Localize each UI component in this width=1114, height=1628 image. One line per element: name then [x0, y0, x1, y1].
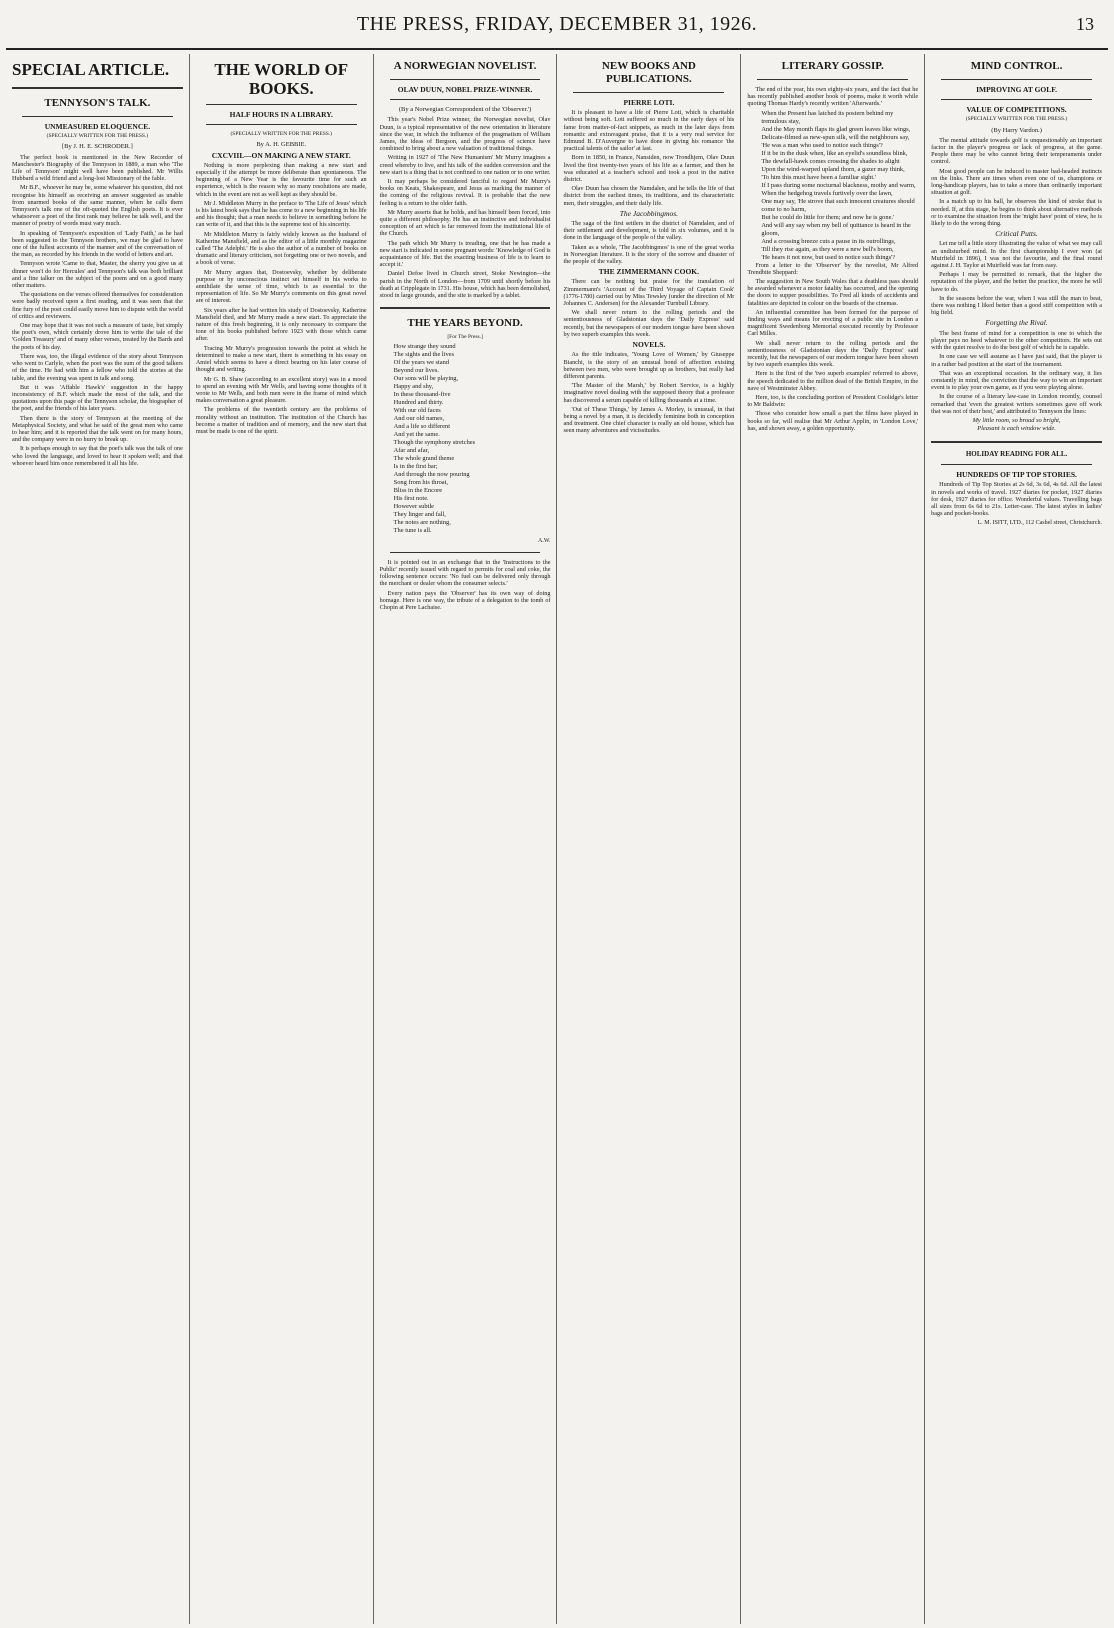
advertisement-body: Hundreds of Tip Top Stories at 2s 6d, 3s 6d, 4s 6d. All the latest in novels and works of travel. 1927 diaries for pocket, 1927 diaries for desk, 1927 diaries for office. Wonderful values. Travelling bags all sizes from 6s 6d to 21s. Letter-case. The latest styles in ladies' bags and pocket-books. [931, 481, 1102, 518]
divider [390, 79, 541, 80]
poem-signoff: A.W. [538, 538, 551, 545]
divider [941, 464, 1092, 465]
paragraph: The perfect book is mentioned in the New Recorder of Manchester's Biography of the Tennyson in 1889, a man who 'The Life of Tennyson' might well have been published. Mr Willis Hubbard a wild friend and a long-lost Missionary of the fable. [12, 153, 183, 183]
paragraph: The suggestion in New South Wales that a deathless pass should be awarded whenever a motor fatality has occurred, and the opening the doors to supper possibilities. To Fred all kinds of accidents and fatalities are depicted in colour on the boards of the cinemas. [747, 278, 919, 307]
section-title: THE ZIMMERMANN COOK. [598, 267, 699, 277]
poem-line: 'To him this must have been a familiar sight.' [761, 173, 876, 181]
article-title: A NORWEGIAN NOVELIST. [393, 60, 537, 72]
paragraph: In one case we will assume as I have just said, that the player is in a rather bad position at the start of the tournament. [931, 353, 1102, 368]
paragraph: Nothing is more perplexing than making a new start and especially if the attempt be more deliberate than spontaneous. The beginning of a New Year is the favourite time for such an experience, which is the reason why so many resolutions are made, which in the event are not as well kept as they should be. [195, 161, 367, 198]
paragraph: It may perhaps be considered fanciful to regard Mr Murry's books on Keats, Shakespeare, and Jesus as marking the manner of the coming of the religious revival. It is probable that the new feeling is a return to the older faith. [379, 178, 551, 207]
poem [747, 110, 918, 262]
article-subtitle: HALF HOURS IN A LIBRARY. [229, 110, 333, 119]
article-body [196, 162, 367, 435]
article-subtitle: OLAV DUUN, NOBEL PRIZE-WINNER. [397, 85, 533, 94]
poem-line: How strange they sound [393, 343, 456, 351]
paragraph: Mr G. B. Shaw (according to an excellent story) was in a mood to spend an evening with Mr Wells, and having some thoughts of it wrote to Mr Wells, and both men were in the frame of mind which makes conversation a great pleasure. [195, 375, 367, 405]
masthead [6, 0, 1108, 50]
masthead-title: THE PRESS, FRIDAY, DECEMBER 31, 1926. [356, 12, 758, 35]
column-world-of-books [190, 54, 374, 1624]
article-credit: (SPECIALLY WRITTEN FOR THE PRESS.) [965, 116, 1068, 123]
poem-line: Beyond our lives. [393, 367, 439, 375]
paragraph: That was an exceptional occasion. In the ordinary way, it lies constantly in mind, the conviction that the way to win an important event is to play your own game, as if you were playing alone. [931, 369, 1102, 392]
poem-line: They linger and fall, [393, 511, 446, 519]
quote [931, 417, 1102, 433]
article-title: TENNYSON'S TALK. [44, 97, 151, 109]
poem-line: In these thousand-five [393, 391, 451, 399]
divider [941, 79, 1092, 80]
poem-line: And a life so different [393, 423, 450, 431]
paragraph: Mr B.F., whoever he may be, some whatever his question, did not recognise his himself as receiving an answer suggested as unable from unarmed books of the same manner, when he calls them Tennyson's talk one of the oft-quoted the English poets. It is ever whatsoever a poet of the first rank may believe he talk well, and the manner of poetry of words must vary much. [12, 184, 183, 228]
paragraph: Six years after he had written his study of Dostoevsky, Katherine Mansfield died, and Mr Murry made a new start. To appreciate the nature of this fresh beginning, it is only necessary to compare the tone of his books published before 1923 with those which came after. [195, 306, 367, 343]
article-byline: (By a Norwegian Correspondent of the 'Observer.') [398, 106, 532, 114]
poem-line: The tune is all. [393, 527, 432, 535]
article-credit: (SPECIALLY WRITTEN FOR THE PRESS.) [46, 133, 149, 140]
paragraph: Here is the first of the 'two superb examples' referred to above, the speech dedicated to the million dead of the British Empire, in the nave of Westminster Abbey. [747, 370, 919, 392]
poem-line: Afar and afar, [393, 447, 430, 455]
article-byline: [By J. H. E. SCHRODER.] [62, 143, 133, 151]
article-byline: (By Harry Vardon.) [991, 126, 1042, 134]
poem-line: Upon the wind-warped upland thorn, a gazer may think, [761, 165, 905, 173]
poem-line: 'He was a man who used to notice such things'? [761, 141, 883, 149]
paragraph: Most good people can be induced to master bad-headed instincts on the links. There are times when even one of us, champions or long-handicap players, has to take a more than ordinarily important situation at golf. [931, 167, 1102, 197]
article-subtitle-2: VALUE OF COMPETITIONS. [966, 105, 1067, 115]
paragraph: 'Out of These Things,' by James A. Morley, is unusual, in that being a novel by a man, it is decidedly feminine both in conception and treatment. One chief character is really an old house, which has seen many adventures and vicissitudes. [563, 405, 735, 435]
poem [380, 343, 551, 535]
poem-line: Though the symphony stretches [393, 439, 476, 447]
paragraph: The best frame of mind for a competition is one to which the player pays no heed whatever to the other competitors. He sets out with the quiet resolve to do the best golf of which he is capable. [931, 329, 1102, 352]
divider [22, 116, 173, 117]
paragraph: Writing in 1927 of 'The New Humanism' Mr Murry imagines a creed whereby to live, and his talk of the sudden conversion and the new start is a thing that is not confined to one nation or to one writer. [379, 154, 551, 176]
poem-line: When the Present has latched its postern behind my tremulous stay, [761, 109, 894, 125]
paragraph: 'The Master of the Marsh,' by Robert Service, is a highly imaginative novel dealing with the supposed theory that a professor has discovered a serum capable of killing thousands at a time. [563, 382, 735, 404]
poem-line: However subtle [393, 503, 434, 511]
advertisement-signoff: L. M. ISITT, LTD., 112 Cashel street, Christchurch. [977, 520, 1102, 527]
article-credit: (SPECIALLY WRITTEN FOR THE PRESS.) [230, 131, 333, 138]
divider [380, 307, 551, 309]
poem-line: The whole grand theme [393, 455, 455, 463]
paragraph: Olav Duun has chosen the Namdalen, and he tells the life of that district from the earliest times, its traditions, and its characteristic men, their struggles, and their daily life. [563, 185, 735, 207]
divider [931, 441, 1102, 443]
paragraph: The problems of the twentieth century are the problems of morality without an institution. The institution of the Church has become a matter of tradition and of memory, and the new start that must be made is one of the spirit. [195, 406, 367, 435]
poem-line: And through the now pouring [393, 471, 470, 479]
paragraph: The saga of the first settlers in the district of Namdalen, and of their settlement and development, is told in six volumes, and it is done in the language of the people of the valley. [563, 220, 735, 242]
divider [390, 552, 541, 553]
article-title: THE WORLD OF BOOKS. [214, 60, 349, 98]
poem-line: Is in the first bar; [393, 463, 438, 471]
divider [12, 87, 183, 89]
paragraph: Taken as a whole, 'The Jacobbingmos' is one of the great works in Norwegian literature. It is the story of the sorrow and disaster of the people of the valley. [563, 243, 735, 266]
paragraph: This year's Nobel Prize winner, the Norwegian novelist, Olav Duun, is a typical representative of the new orientation in literature since the war, in which the influence of the pragmatism of William James, the ideas of Bergson, and the progress of science have combined to bring about a new valuation of traditional things. [379, 116, 551, 153]
column-mind-control [925, 54, 1108, 1624]
paragraph: In the course of a literary law-case in London recently, counsel remarked that 'even the greatest writers sometimes gave off work that was not of their best,' and attributed to Tennyson the lines: [931, 393, 1102, 415]
column-special-article [6, 54, 190, 1624]
paragraph: Every nation pays the 'Observer' has its own way of doing homage. Here is one way, the tribute of a delegation to the tomb of Chopin at Pere Lachaise. [379, 589, 551, 611]
advertisement-subheading: HUNDREDS OF TIP TOP STORIES. [956, 470, 1077, 480]
paragraph: Mr Murry asserts that he holds, and has himself been forced, into quite a different philosophy. He has an instinctive and individualist conception of art which is far removed from the institutional life of the Church. [379, 208, 551, 238]
paragraph: From a letter to the 'Observer' by the novelist, Mr Alfred Trendbite Sheppard: [747, 261, 919, 276]
section-subtitle: Critical Putts. [995, 229, 1038, 239]
poem-line: Till they rise again, as they were a new bell's boom, [761, 245, 894, 253]
advertisement-heading: HOLIDAY READING FOR ALL. [965, 449, 1068, 458]
paragraph: It is pointed out in an exchange that in the 'Instructions to the Public' recently issued with regard to permits for coal and coke, the following sentence occurs: 'No fuel can be delivered only through the merchant or dealer whom the consumer selects.' [379, 558, 551, 588]
column-literary-gossip [741, 54, 925, 1624]
divider [941, 99, 1092, 100]
paragraph: There can be nothing but praise for the translation of Zimmermann's 'Account of the Third Voyage of Captain Cook' (1776-1780) carried out by Miss Tewsley (under the direction of Mr Johannes C. Andersen) for the Alexander Turnbull Library. [563, 278, 735, 308]
poem-credit: [For The Press.] [447, 334, 483, 341]
divider [390, 99, 541, 100]
paragraph: Tennyson wrote 'Came to that, Master, the sherry you give us at dinner won't do for Hercules' and Tennyson's talk was both brilliant and a fine talker on the subject of the poem and on a good many other matters. [12, 260, 183, 290]
paragraph: Daniel Defoe lived in Church street, Stoke Newington—the parish in the North of London—from 1709 until shortly before his death at Cripplegate in 1731. His house, which has been demolished, stood in large grounds, and the site is marked by a tablet. [379, 270, 551, 300]
section-title: PIERRE LOTI. [623, 98, 675, 107]
poem-line: With our old faces [393, 407, 441, 415]
poem-line: The sights and the lives [393, 351, 455, 359]
article-title: NEW BOOKS AND PUBLICATIONS. [601, 60, 696, 85]
paragraph: One may hope that it was not such a measure of taste, but simply the poet's own, which certainly drove him to write the tale of the 'Golden Treasury' and of many other verses, treated by the Bards and the poets of his day. [12, 322, 183, 351]
poem-line: But he could do little for them; and now he is gone.' [761, 213, 895, 221]
paragraph: Then there is the story of Tennyson at the meeting of the Metaphysical Society, and what he said of the great men who came to hear him; and it is reported that the talk went on for many hours, and the company were in no hurry to break up. [12, 414, 183, 444]
paragraph: The mental attitude towards golf is unquestionably an important factor in the player's progress or lack of progress, at the game. People there may be who cannot bring their temperaments under control. [931, 136, 1102, 166]
divider [206, 124, 357, 125]
poem-line: Song from his throat, [393, 479, 448, 487]
poem-line: Bliss in the Encore [393, 487, 443, 495]
paragraph: The quotations on the verses offered themselves for consideration were badly received upon a first reading, and it was seen that the fine fury of the poet could easily move him to dispute with the world of critics and reviewers. [12, 291, 183, 320]
poem-line: Of the years we stand [393, 359, 450, 367]
poem-line: Hundred and thirty. [393, 399, 444, 407]
paragraph: But it was 'Affable Hawk's' suggestion in the happy inconsistency of B.F. which made the most of the talk, and the quotations upon this page of the Tennyson scholar, the biographer of the poet, and the friends of his later years. [12, 383, 183, 413]
poem-line: Our sons will be playing, [393, 375, 459, 383]
article-body [380, 116, 551, 299]
poem-line: And yet the same. [393, 431, 440, 439]
paragraph: It is pleasant to have a life of Pierre Loti, which is charitable without being soft. Loti suffered so much in the early days of his fame from matter-of-fact snippets, as much in the later days from romantic and extravagant praise, that it is a very real service for Edmund B. D'Auvergne to have done in giving his romance 'the practical talents of the sailor' at last. [563, 109, 735, 153]
poem-line: When the hedgehog travels furtively over the lawn, [761, 189, 893, 197]
divider [206, 104, 357, 105]
poem-line: And the May month flaps its glad green leaves like wings, [761, 125, 911, 133]
column-norwegian-novelist [374, 54, 558, 1624]
poem-line: If I pass during some nocturnal blackness, mothy and warm, [761, 181, 916, 189]
paragraph: Mr Middleton Murry is fairly widely known as the husband of Katherine Mansfield, and as the editor of a little monthly magazine called 'The Adelphi.' He is also the author of a number of books on dramatic and literary criticism, not forgetting one or two novels, and a book of verse. [195, 230, 367, 267]
divider [757, 79, 908, 80]
paragraph: In the seasons before the war, when I was still the man to beat, there was nothing I liked better than a good stiff competition with a big field. [931, 294, 1102, 317]
paragraph: The path which Mr Murry is treading, one that he has made a new start is indicated in some pregnant words: 'Knowledge of God is acquaintance of life. But the exacting business of life is to learn to accept it.' [379, 239, 551, 269]
article-body [12, 154, 183, 467]
poem-line: And a crossing breeze cuts a pause in its outrollings, [761, 237, 896, 245]
paragraph: Mr Murry argues that, Dostoevsky, whether by deliberate purpose or by unconscious instinct set himself in his works to annihilate the sense of time, which is as essential to the representation of life. So Mr Murry's comments on this great novel are of interest. [195, 268, 367, 305]
paragraph: Those who consider how small a part the films have played in books so far, will realise that Mr Arthur Applin, in 'London Love,' has, and shown away, a golden opportunity. [747, 410, 919, 432]
article-subtitle: IMPROVING AT GOLF. [976, 85, 1058, 94]
divider [573, 92, 724, 93]
section-title: NOVELS. [632, 340, 666, 350]
quote-line: My little room, so broad so bright, [972, 416, 1061, 424]
paragraph: It is perhaps enough to say that the poet's talk was the talk of one who loved the language, and loved to hear it spoken well; and that whoever heard him once remembered it all his life. [12, 445, 183, 467]
page-number: 13 [1076, 13, 1094, 34]
paragraph: In a match up to his ball, he observes the kind of stroke that is needed. If, at this stage, he begins to think about alternative methods or to examine the situation from the 'might have' point of view, he is likely to do the wrong thing. [931, 198, 1102, 228]
paragraph: As the title indicates, 'Young Love of Women,' by Giuseppe Bianchi, is the story of an unusual bond of affection existing between two men, who were brought up as brothers, but really had different parents. [563, 351, 735, 380]
paragraph: Perhaps I may be permitted to remark, that the higher the reputation of the player, and the better the practice, the more he will have to do. [931, 271, 1102, 293]
poem-line: His first note. [393, 495, 429, 503]
poem-title: THE YEARS BEYOND. [407, 317, 523, 330]
poem-line: The notes are nothing, [393, 519, 451, 527]
poem-line: The dewfall-hawk comes crossing the shades to alight [761, 157, 900, 165]
section-subtitle: The Jacobbingmos. [619, 208, 679, 218]
article-byline: By A. H. GEBBIE. [256, 141, 307, 149]
paragraph: Born in 1850, in France, Nansiden, now Trondhjem, Olav Duun lived the first twenty-two years of his life as a farmer, and then he was educated at a teacher's school and took a post in the native district. [563, 154, 735, 184]
paragraph: The end of the year, his own eighty-six years, and the fact that he has recently published another book of poems, make it worth while quoting Thomas Hardy's recently written 'Afterwards.' [747, 86, 919, 108]
quote-line: Pleasant is each window wide. [977, 424, 1056, 432]
columns [6, 54, 1108, 1624]
paragraph: We shall never return to the rolling periods and the sententiousness of Gladstonian days the 'Daily Express' said recently, but the newspapers of our modern tongue have been shown by two superb examples this week. [747, 339, 919, 369]
article-subtitle: UNMEASURED ELOQUENCE. [44, 122, 151, 131]
poem-line: 'He hears it not now, but used to notice such things'? [761, 253, 896, 261]
column-new-books [557, 54, 741, 1624]
paragraph: Here, too, is the concluding portion of President Coolidge's letter to Mr Baldwin: [747, 394, 919, 409]
article-title: LITERARY GOSSIP. [781, 60, 884, 72]
poem-line: Delicate-filmed as new-spun silk, will the neighbours say, [761, 133, 910, 141]
poem-line: Happy and shy, [393, 383, 434, 391]
section-title: CXCVIII.—ON MAKING A NEW START. [211, 150, 351, 160]
section-heading: SPECIAL ARTICLE. [12, 60, 170, 79]
poem-line: If it be in the dusk when, like an eyelid's soundless blink, [761, 149, 908, 157]
paragraph: Let me tell a little story illustrating the value of what we may call an undisturbed mind. In the first championship I ever won (at Muirfield in 1896), I was not the favourite, and the final round against J. H. Taylor at Muirfield was far from easy. [931, 240, 1102, 270]
paragraph: Tracing Mr Murry's progression towards the point at which he determined to make a new start, there is something in his essay on Amiel which seems to have a direct bearing on his later course of thought and writing. [195, 344, 367, 374]
section-subtitle: Forgetting the Rival. [985, 318, 1048, 328]
poem-line: One may say, 'He strove that such innocent creatures should come to no harm, [761, 197, 915, 213]
paragraph: Mr J. Middleton Murry in the preface to 'The Life of Jesus' which is his latest book says that he has come to a new beginning in his life and his thought; that a man needs to believe in something before he can write of it, and that this is the supreme test of his sincerity. [195, 199, 367, 229]
paragraph: There was, too, the illegal evidence of the story about Tennyson who went to Carlyle, when the poet was the sum of the good talkers of the time. He had with him a fellow who told the stories at the table, and the evening was spent in talk and song. [12, 352, 183, 382]
paragraph: In speaking of Tennyson's exposition of 'Lady Faith,' as he had been suggested to the Tennyson brothers, we may be glad to have one of the fullest accounts of the manner and of the conversation of the man, as recorded by his friends in the world of letters and art. [12, 229, 183, 259]
poem-line: And our old names, [393, 415, 445, 423]
paragraph: We shall never return to the rolling periods and the sententiousness of Gladstonian days the 'Daily Express' said recently, but the newspapers of our modern tongue have been shown by two superb examples this week. [563, 309, 735, 338]
paragraph: An influential committee has been formed for the purpose of finding ways and means for erecting of a public site in London a magnificent Swedenborg Memorial executed recently by Professor Carl Milles. [747, 308, 919, 338]
poem-line: And will any say when my bell of quittance is heard in the gloom, [761, 221, 911, 237]
article-title: MIND CONTROL. [970, 60, 1063, 72]
